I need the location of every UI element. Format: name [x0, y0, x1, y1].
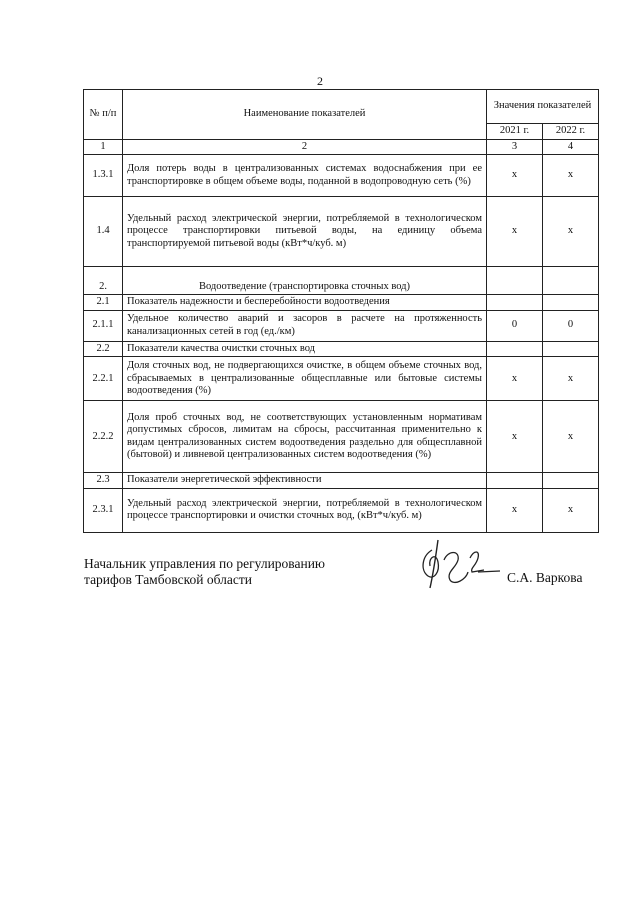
- row-name: Доля проб сточных вод, не соответствующих установленным нормативам допустимых сбросов, лимитам на сбросы, рассчитанная применительно к видам централизованных систем водоотведения раздельно для общесплавной (бытовой) и ливневой централизованных систем водоотведения (%): [123, 401, 487, 473]
- row-name: Доля сточных вод, не подвергающихся очистке, в общем объеме сточных вод, сбрасываемых в централизованные общесплавные или бытовые системы водоотведения (%): [123, 357, 487, 401]
- table-row-section: [84, 267, 599, 295]
- signatory-position-line2: тарифов Тамбовской области: [84, 572, 252, 588]
- row-value-2021: [487, 473, 543, 489]
- row-value-2021: x: [487, 357, 543, 401]
- row-num: 2.: [84, 267, 123, 295]
- signatory-position-line1: Начальник управления по регулированию: [84, 556, 326, 571]
- table-row: [84, 197, 599, 267]
- row-num: 2.2.1: [84, 357, 123, 401]
- table-row: [84, 401, 599, 473]
- row-name: Показатели качества очистки сточных вод: [123, 341, 487, 357]
- column-numbers-row: [84, 139, 599, 155]
- table-row: [84, 155, 599, 197]
- table-row: [84, 310, 599, 341]
- page-number: 2: [317, 74, 323, 88]
- header-name: Наименование показателей: [123, 90, 487, 140]
- column-number: 1: [84, 139, 123, 155]
- row-value-2022: x: [543, 155, 599, 197]
- row-value-2021: 0: [487, 310, 543, 341]
- indicators-table: [83, 89, 599, 533]
- handwritten-signature-icon: [414, 536, 504, 596]
- row-value-2021: x: [487, 155, 543, 197]
- row-num: 2.2: [84, 341, 123, 357]
- row-value-2022: [543, 473, 599, 489]
- row-value-2022: [543, 267, 599, 295]
- row-name: Удельный расход электрической энергии, потребляемой в технологическом процессе транспортировки и очистки сточных вод, (кВт*ч/куб. м): [123, 488, 487, 532]
- row-num: 2.3: [84, 473, 123, 489]
- row-num: 2.2.2: [84, 401, 123, 473]
- table-header-row: [84, 90, 599, 124]
- row-name: Удельный расход электрической энергии, потребляемой в технологическом процессе транспортировки питьевой воды, на единицу объема транспортируемой питьевой воды (кВт*ч/куб. м): [123, 197, 487, 267]
- row-value-2022: [543, 295, 599, 311]
- row-value-2021: [487, 267, 543, 295]
- table-row: [84, 488, 599, 532]
- row-name: Водоотведение (транспортировка сточных вод): [123, 267, 487, 295]
- row-name: Доля потерь воды в централизованных системах водоснабжения при ее транспортировке в общем объеме воды, поданной в водопроводную сеть (%): [123, 155, 487, 197]
- header-year-2021: 2021 г.: [487, 124, 543, 140]
- header-values: Значения показателей: [487, 90, 599, 124]
- row-value-2021: x: [487, 401, 543, 473]
- table-row: [84, 341, 599, 357]
- row-value-2021: x: [487, 488, 543, 532]
- row-value-2022: x: [543, 357, 599, 401]
- column-number: 3: [487, 139, 543, 155]
- row-num: 2.3.1: [84, 488, 123, 532]
- row-num: 1.3.1: [84, 155, 123, 197]
- row-name: Показатели энергетической эффективности: [123, 473, 487, 489]
- table-row: [84, 473, 599, 489]
- row-num: 2.1.1: [84, 310, 123, 341]
- row-value-2022: x: [543, 401, 599, 473]
- table-row: [84, 295, 599, 311]
- row-name: Удельное количество аварий и засоров в расчете на протяженность канализационных сетей в год (ед./км): [123, 310, 487, 341]
- row-value-2022: x: [543, 488, 599, 532]
- table-row: [84, 357, 599, 401]
- row-name: Показатель надежности и бесперебойности водоотведения: [123, 295, 487, 311]
- row-value-2021: x: [487, 197, 543, 267]
- row-num: 1.4: [84, 197, 123, 267]
- column-number: 4: [543, 139, 599, 155]
- row-value-2022: [543, 341, 599, 357]
- column-number: 2: [123, 139, 487, 155]
- header-year-2022: 2022 г.: [543, 124, 599, 140]
- header-num: № п/п: [84, 90, 123, 140]
- row-value-2022: x: [543, 197, 599, 267]
- signatory-position: [84, 556, 325, 588]
- row-value-2022: 0: [543, 310, 599, 341]
- row-value-2021: [487, 341, 543, 357]
- row-num: 2.1: [84, 295, 123, 311]
- signatory-name: С.А. Варкова: [507, 570, 583, 585]
- row-value-2021: [487, 295, 543, 311]
